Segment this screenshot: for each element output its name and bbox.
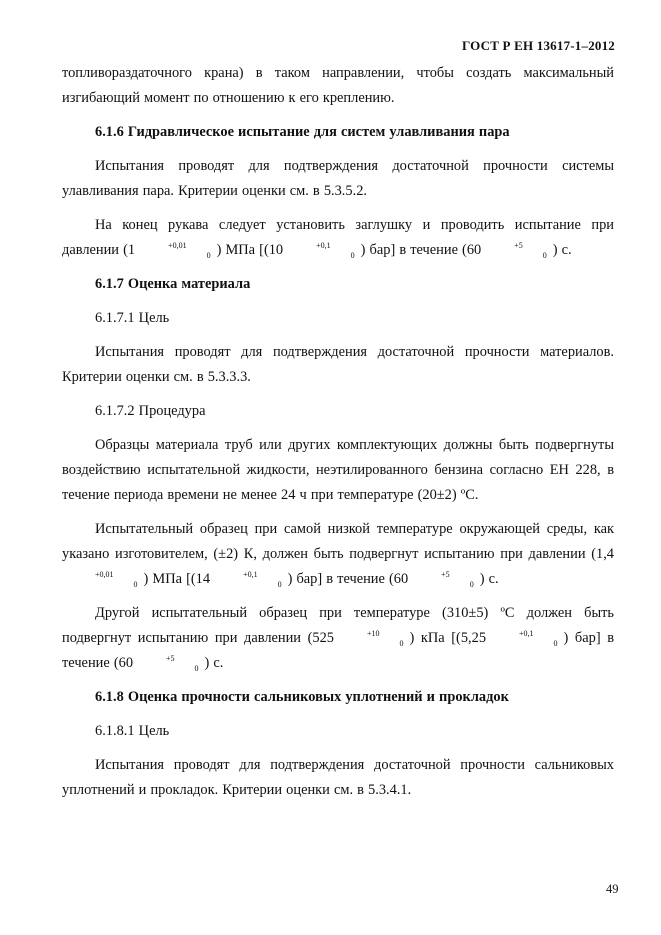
text-segment: Другой испытательный образец при температуре (310±5) ºС должен быть подвергнут испытанию при давлении (525	[62, 605, 614, 646]
paragraph-low-temp-test	[62, 517, 614, 592]
text-segment: ) бар] в течение (60	[62, 630, 614, 671]
paragraph-vapour-recovery: Испытания проводят для подтверждения достаточной прочности системы улавливания пара. Критерии оценки см. в 5.3.5.2.	[62, 158, 614, 199]
subsection-heading-6-1-7-2: 6.1.7.2 Процедура	[95, 403, 206, 419]
subsection-heading-6-1-8-1: 6.1.8.1 Цель	[95, 723, 170, 739]
tolerance-upper: +5	[166, 654, 175, 663]
text-segment: ) с.	[479, 571, 499, 587]
text-segment: ) кПа [(5,25	[409, 630, 487, 646]
text-segment: ) с.	[552, 242, 572, 258]
tolerance-lower: 0	[469, 580, 474, 589]
paragraph-plug-test	[62, 213, 614, 263]
paragraph-seals-purpose: Испытания проводят для подтверждения достаточной прочности сальниковых уплотнений и прокладок. Критерии оценки см. в 5.3.4.1.	[62, 757, 614, 798]
subsection-heading-6-1-7-1: 6.1.7.1 Цель	[95, 310, 170, 326]
text-segment: ) бар] в течение (60	[360, 242, 482, 258]
tolerance-lower: 0	[553, 639, 558, 648]
tolerance-upper: +0,1	[519, 629, 534, 638]
paragraph-material-purpose: Испытания проводят для подтверждения достаточной прочности материалов. Критерии оценки см. в 5.3.3.3.	[62, 344, 614, 385]
text-segment: ) с.	[204, 655, 224, 671]
tolerance-upper: +0,1	[243, 570, 258, 579]
tolerance-upper: +5	[441, 570, 450, 579]
tolerance-upper: +5	[514, 241, 523, 250]
paragraph-material-exposure: Образцы материала труб или других комплектующих должны быть подвергнуты воздействию испытательной жидкости, неэтилированного бензина согласно ЕН 228, в течение периода времени не менее 24 ч при температуре (20±2) ºС.	[62, 437, 614, 503]
paragraph-high-temp-test	[62, 601, 614, 676]
tolerance-lower: 0	[206, 251, 211, 260]
tolerance-lower: 0	[133, 580, 138, 589]
section-heading-6-1-6: 6.1.6 Гидравлическое испытание для систем улавливания пара	[95, 124, 510, 140]
section-heading-6-1-8: 6.1.8 Оценка прочности сальниковых уплотнений и прокладок	[95, 689, 509, 705]
text-segment: ) бар] в течение (60	[287, 571, 409, 587]
text-segment: Испытательный образец при самой низкой температуре окружающей среды, как указано изготовителем, (±2) К, должен быть подвергнут испытанию при давлении (1,4	[62, 521, 614, 562]
text-segment: ) МПа [(14	[143, 571, 211, 587]
tolerance-upper: +0,1	[316, 241, 331, 250]
tolerance-lower: 0	[399, 639, 404, 648]
tolerance-lower: 0	[350, 251, 355, 260]
tolerance-lower: 0	[194, 664, 199, 673]
text-segment: ) МПа [(10	[216, 242, 284, 258]
tolerance-lower: 0	[277, 580, 282, 589]
text-segment: На конец рукава следует установить заглушку и проводить испытание при давлении (1	[62, 217, 614, 258]
tolerance-upper: +0,01	[168, 241, 187, 250]
tolerance-lower: 0	[542, 251, 547, 260]
document-header: ГОСТ Р ЕН 13617-1–2012	[462, 38, 615, 53]
tolerance-upper: +0,01	[95, 570, 114, 579]
paragraph-continuation: топливораздаточного крана) в таком направлении, чтобы создать максимальный изгибающий момент по отношению к его креплению.	[62, 65, 614, 106]
page-number: 49	[606, 882, 619, 896]
tolerance-upper: +10	[366, 629, 380, 638]
document-body	[62, 61, 614, 812]
section-heading-6-1-7: 6.1.7 Оценка материала	[95, 276, 251, 292]
